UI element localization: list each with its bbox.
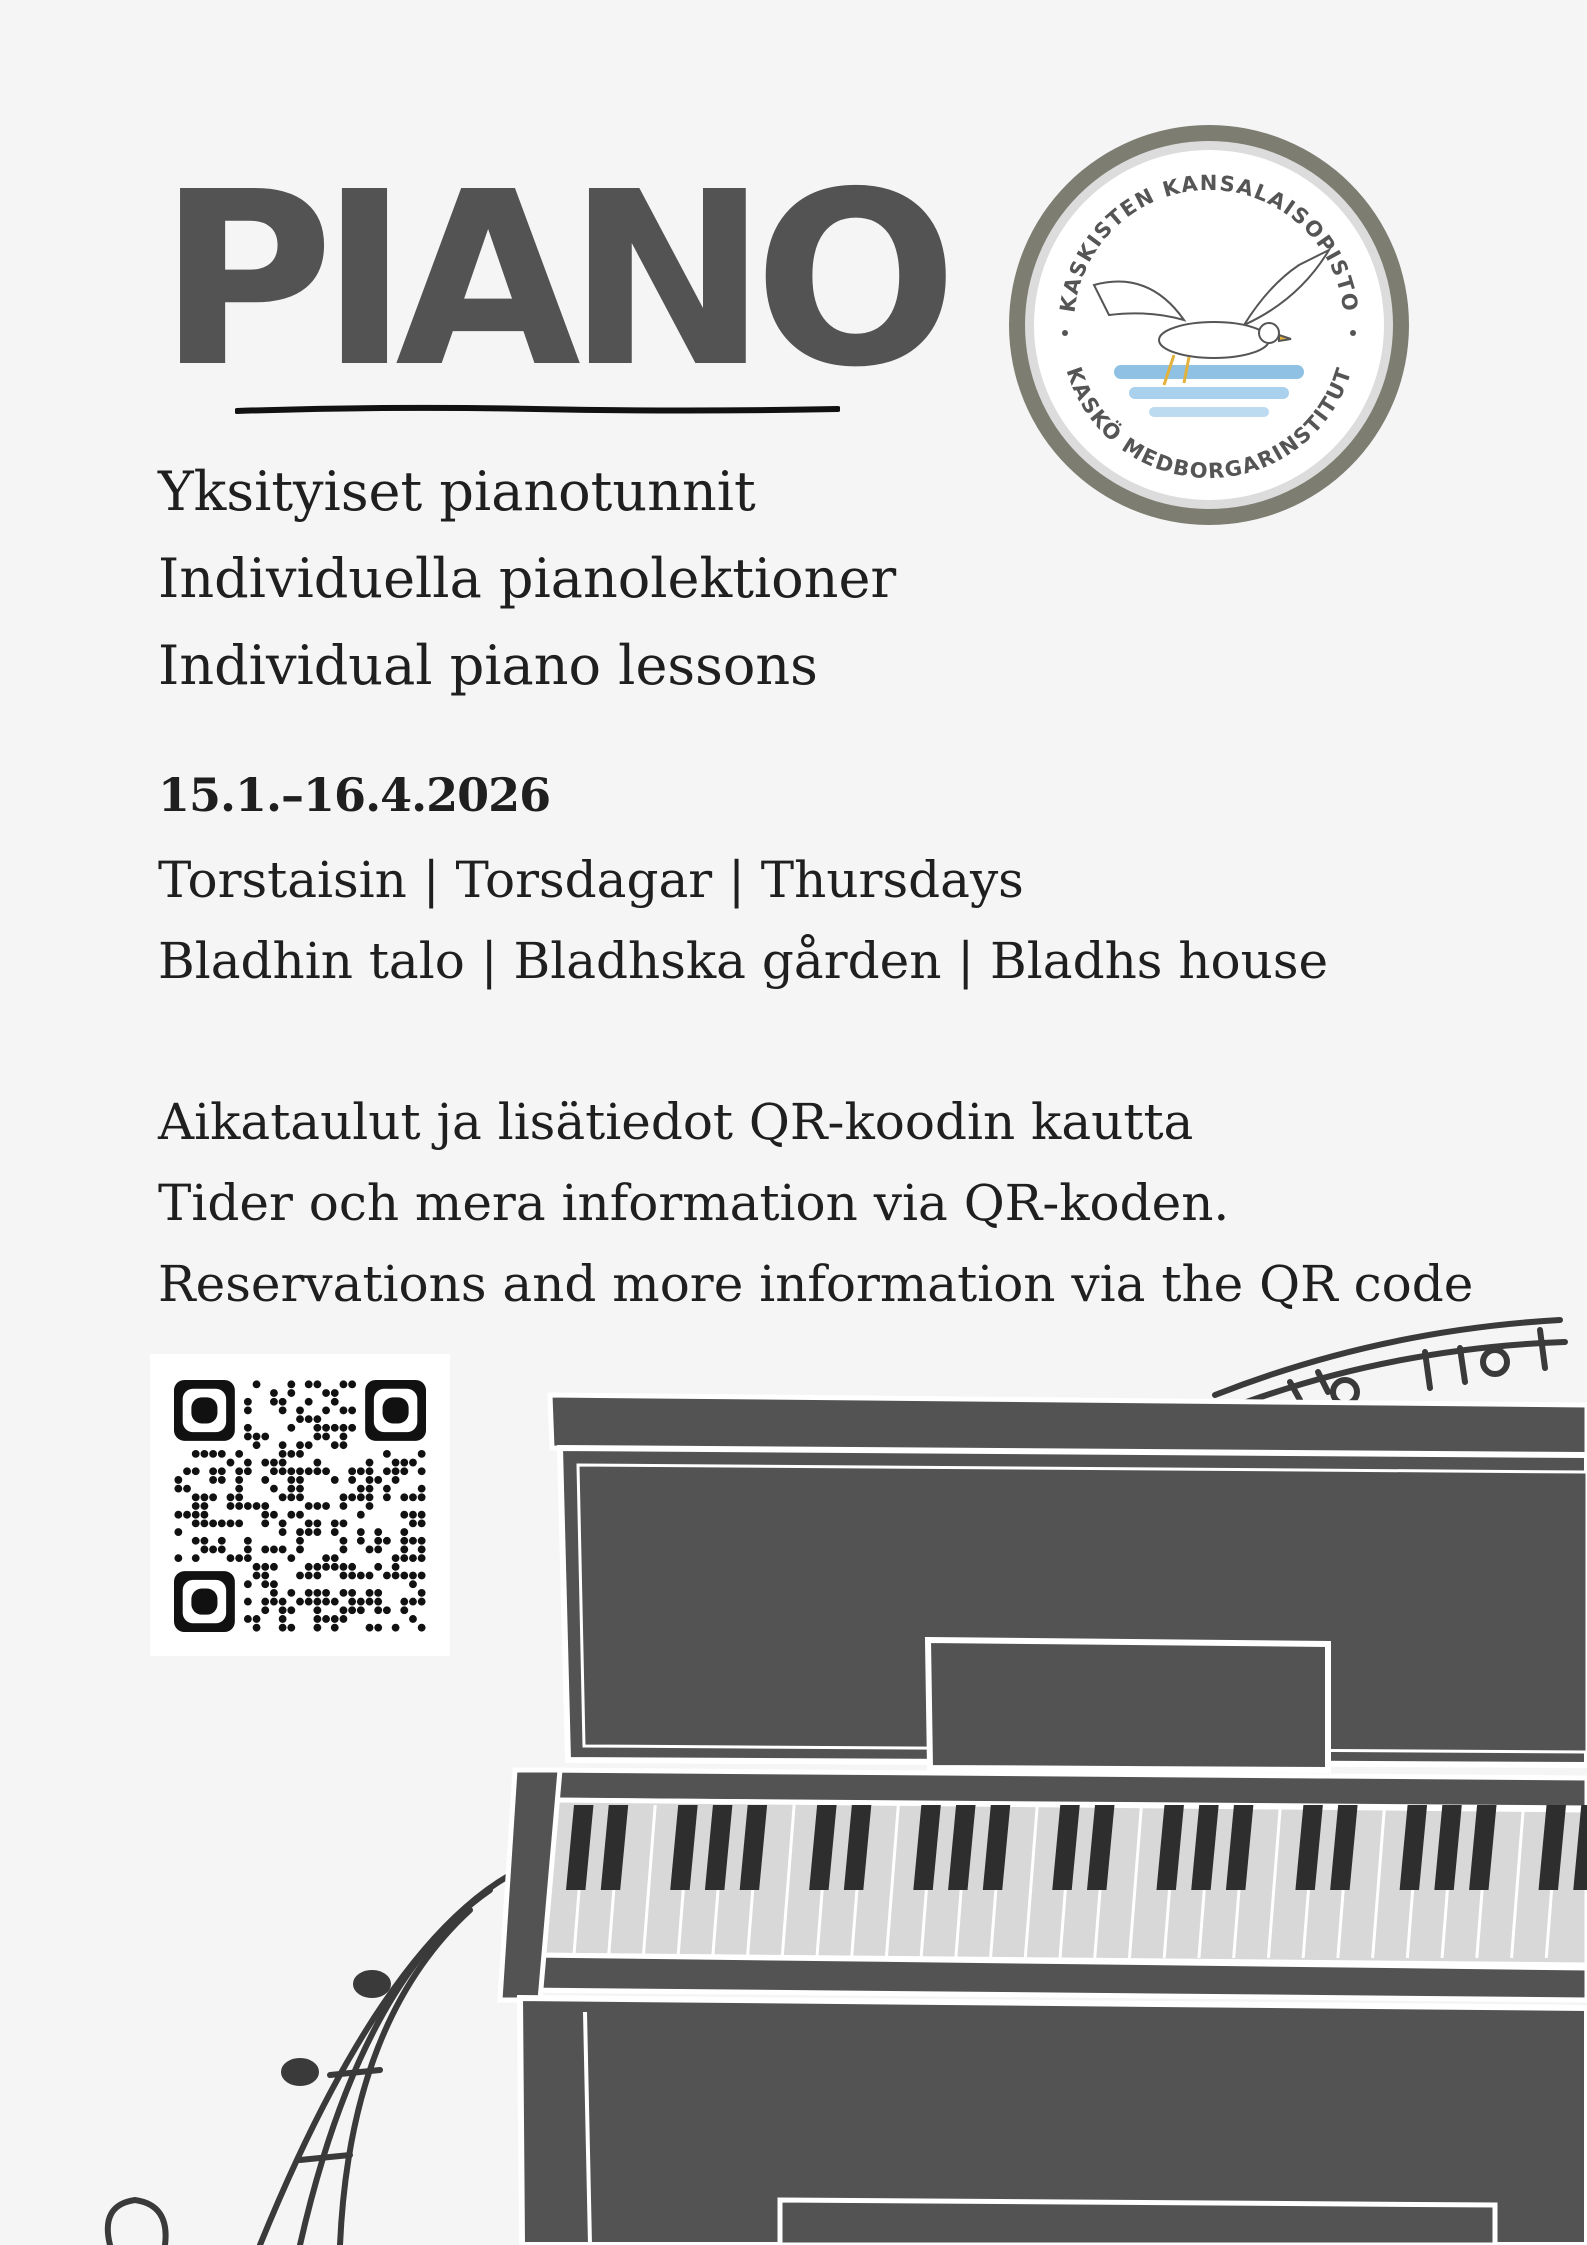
piano-illustration: [0, 1300, 1587, 2245]
info-english: Reservations and more information via the QR code: [158, 1255, 1474, 1313]
info-finnish: Aikataulut ja lisätiedot QR-koodin kautta: [158, 1093, 1194, 1151]
logo-top-text: KASKISTEN KANSALAISOPISTO: [1055, 170, 1363, 315]
lesson-subtitles: [158, 448, 896, 709]
schedule-days: Torstaisin | Torsdagar | Thursdays: [158, 851, 1024, 909]
music-staff-icon: [1215, 1320, 1565, 1408]
subtitle-swedish: Individuella pianolektioner: [158, 547, 897, 610]
subtitle-finnish: Yksityiset pianotunnit: [158, 460, 756, 523]
music-staff-icon: [108, 1875, 510, 2245]
poster-title: PIANO: [158, 140, 944, 420]
subtitle-english: Individual piano lessons: [158, 634, 818, 697]
info-text: [158, 1082, 1473, 1325]
location: Bladhin talo | Bladhska gården | Bladhs house: [158, 932, 1329, 990]
logo-bottom-text: KASKÖ MEDBORGARINSTITUT: [1061, 363, 1357, 484]
info-swedish: Tider och mera information via QR-koden.: [158, 1174, 1230, 1232]
date-range: 15.1.–16.4.2026: [158, 768, 551, 822]
institute-logo: [999, 115, 1419, 535]
schedule-details: [158, 840, 1328, 1002]
music-stand: [928, 1640, 1328, 1770]
title-underline: [235, 404, 840, 416]
